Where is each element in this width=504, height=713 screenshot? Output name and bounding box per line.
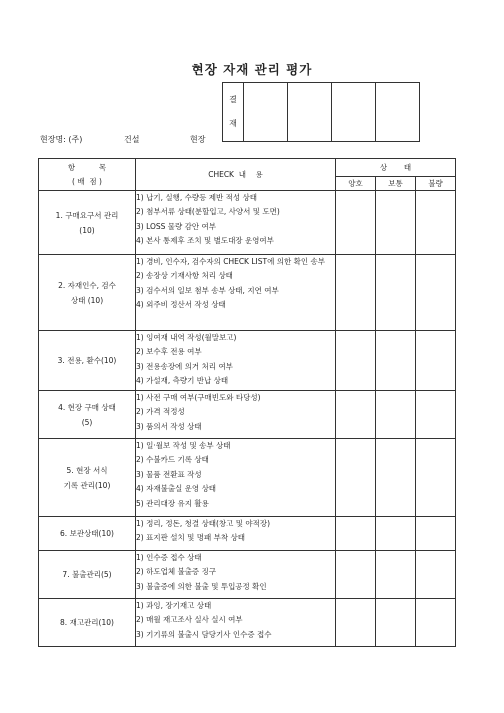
check-item: 3) 전용송장에 의거 처리 여부 bbox=[136, 361, 233, 371]
item-header bbox=[39, 159, 136, 191]
row-category bbox=[39, 517, 136, 551]
status-good-cell[interactable] bbox=[336, 391, 376, 439]
status-normal-cell[interactable] bbox=[376, 517, 416, 551]
check-item: 4) 외주비 정산서 작성 상태 bbox=[136, 300, 226, 310]
category-line: 7. 불출관리(5) bbox=[62, 570, 112, 579]
check-items bbox=[136, 517, 336, 551]
check-items bbox=[136, 331, 336, 391]
check-item: 4) 본사 통제후 조치 및 별도대장 운영여부 bbox=[136, 236, 274, 246]
row-category bbox=[39, 599, 136, 647]
approval-signature-cell[interactable] bbox=[288, 83, 332, 142]
check-item: 4) 가설재, 측량기 반납 상태 bbox=[136, 376, 229, 386]
category-line: (10) bbox=[79, 225, 95, 235]
status-good-cell[interactable] bbox=[336, 517, 376, 551]
approval-box bbox=[222, 82, 420, 142]
check-item: 1) 납기, 실행, 수량등 제반 적성 상태 bbox=[136, 193, 257, 202]
check-item: 2) 표지판 설치 및 명패 부착 상태 bbox=[136, 533, 245, 543]
status-bad-cell[interactable] bbox=[416, 331, 456, 391]
check-item: 2) 가격 적정성 bbox=[136, 407, 185, 417]
check-item: 2) 수불카드 기록 상태 bbox=[136, 455, 209, 465]
row-category bbox=[39, 255, 136, 331]
status-bad-header: 불량 bbox=[416, 177, 456, 191]
table-row bbox=[39, 517, 456, 551]
table-row bbox=[39, 551, 456, 599]
category-line: (5) bbox=[81, 417, 93, 427]
approval-signature-cell[interactable] bbox=[244, 83, 288, 142]
status-normal-cell[interactable] bbox=[376, 191, 416, 255]
check-item: 1) 사전 구매 여부(구매빈도와 타당성) bbox=[136, 393, 261, 402]
status-normal-cell[interactable] bbox=[376, 439, 416, 517]
approval-signature-cell[interactable] bbox=[332, 83, 376, 142]
table-row bbox=[39, 391, 456, 439]
score-header-label: ( 배 점 ) bbox=[72, 177, 102, 186]
category-line: 상태 (10) bbox=[70, 295, 104, 305]
check-item: 1) 과잉, 장기재고 상태 bbox=[136, 601, 212, 610]
approval-label bbox=[223, 83, 244, 142]
status-good-cell[interactable] bbox=[336, 439, 376, 517]
check-header: CHECK 내 용 bbox=[136, 159, 336, 191]
status-good-cell[interactable] bbox=[336, 599, 376, 647]
check-item: 1) 경비, 인수자, 검수자의 CHECK LIST에 의한 확인 송부 bbox=[136, 257, 325, 266]
category-line: 기록 관리(10) bbox=[63, 480, 111, 490]
status-good-cell[interactable] bbox=[336, 551, 376, 599]
check-item: 3) LOSS 물량 감안 여부 bbox=[136, 221, 217, 231]
check-items bbox=[136, 255, 336, 331]
site-suffix: 현장 bbox=[190, 135, 206, 144]
status-normal-cell[interactable] bbox=[376, 391, 416, 439]
row-category bbox=[39, 391, 136, 439]
status-normal-header: 보통 bbox=[376, 177, 416, 191]
table-row bbox=[39, 191, 456, 255]
table-row bbox=[39, 331, 456, 391]
site-name-label: 현장명: (주) bbox=[40, 135, 83, 144]
check-items bbox=[136, 391, 336, 439]
status-good-cell[interactable] bbox=[336, 331, 376, 391]
category-line: 4. 현장 구매 상태 bbox=[58, 402, 116, 412]
status-bad-cell[interactable] bbox=[416, 599, 456, 647]
status-bad-cell[interactable] bbox=[416, 517, 456, 551]
status-good-cell[interactable] bbox=[336, 255, 376, 331]
status-normal-cell[interactable] bbox=[376, 331, 416, 391]
evaluation-table bbox=[38, 158, 456, 647]
row-category bbox=[39, 439, 136, 517]
status-bad-cell[interactable] bbox=[416, 191, 456, 255]
category-line: 1. 구매요구서 관리 bbox=[55, 210, 119, 220]
status-bad-cell[interactable] bbox=[416, 391, 456, 439]
category-line: 3. 전용, 환수(10) bbox=[57, 356, 117, 365]
row-category bbox=[39, 331, 136, 391]
check-item: 2) 첨부서류 상태(분할입고, 사양서 및 도면) bbox=[136, 207, 280, 217]
item-header-label: 항 목 bbox=[67, 163, 107, 172]
category-line: 5. 현장 서식 bbox=[66, 465, 108, 475]
row-category bbox=[39, 191, 136, 255]
status-header: 상 태 bbox=[336, 159, 456, 177]
check-item: 2) 송장상 기재사항 처리 상태 bbox=[136, 271, 233, 281]
check-items bbox=[136, 439, 336, 517]
status-normal-cell[interactable] bbox=[376, 599, 416, 647]
check-item: 2) 매월 재고조사 실사 실시 여부 bbox=[136, 615, 243, 625]
table-row bbox=[39, 439, 456, 517]
check-item: 2) 하도업체 불출증 징구 bbox=[136, 567, 217, 577]
check-item: 3) 품의서 작성 상태 bbox=[136, 421, 202, 431]
company-suffix: 건설 bbox=[124, 135, 140, 144]
approval-label-top: 결 bbox=[229, 95, 237, 104]
check-items bbox=[136, 599, 336, 647]
status-normal-cell[interactable] bbox=[376, 551, 416, 599]
approval-signature-cell[interactable] bbox=[376, 83, 420, 142]
check-item: 5) 관리대장 유지 활용 bbox=[136, 498, 209, 508]
status-bad-cell[interactable] bbox=[416, 439, 456, 517]
check-items bbox=[136, 191, 336, 255]
page-title: 현장 자재 관리 평가 bbox=[191, 62, 313, 77]
table-row bbox=[39, 255, 456, 331]
check-item: 3) 물품 전환표 작성 bbox=[136, 469, 202, 479]
table-row bbox=[39, 599, 456, 647]
check-item: 3) 불출증에 의한 불출 및 투입공정 확인 bbox=[136, 581, 267, 591]
check-item: 4) 자재불출실 운영 상태 bbox=[136, 484, 217, 494]
check-item: 3) 기기류의 불출시 담당기사 인수증 접수 bbox=[136, 629, 272, 639]
approval-label-bottom: 재 bbox=[229, 119, 237, 128]
check-item: 3) 검수서의 일보 첨부 송부 상태, 지연 여부 bbox=[136, 285, 279, 295]
check-item: 1) 일·월보 작성 및 송부 상태 bbox=[136, 441, 231, 450]
status-good-cell[interactable] bbox=[336, 191, 376, 255]
status-good-header: 양호 bbox=[336, 177, 376, 191]
check-items bbox=[136, 551, 336, 599]
status-bad-cell[interactable] bbox=[416, 551, 456, 599]
check-item: 2) 보수후 전용 여부 bbox=[136, 347, 202, 357]
row-category bbox=[39, 551, 136, 599]
check-item: 1) 인수증 접수 상태 bbox=[136, 553, 202, 562]
status-bad-cell[interactable] bbox=[416, 255, 456, 331]
category-line: 8. 재고관리(10) bbox=[60, 618, 114, 627]
check-item: 1) 정리, 정돈, 청결 상태(창고 및 야적장) bbox=[136, 519, 271, 528]
check-item: 1) 잉여재 내역 작성(월말보고) bbox=[136, 333, 237, 342]
status-normal-cell[interactable] bbox=[376, 255, 416, 331]
category-line: 6. 보관상태(10) bbox=[60, 529, 114, 538]
category-line: 2. 자재인수, 검수 bbox=[58, 280, 116, 290]
